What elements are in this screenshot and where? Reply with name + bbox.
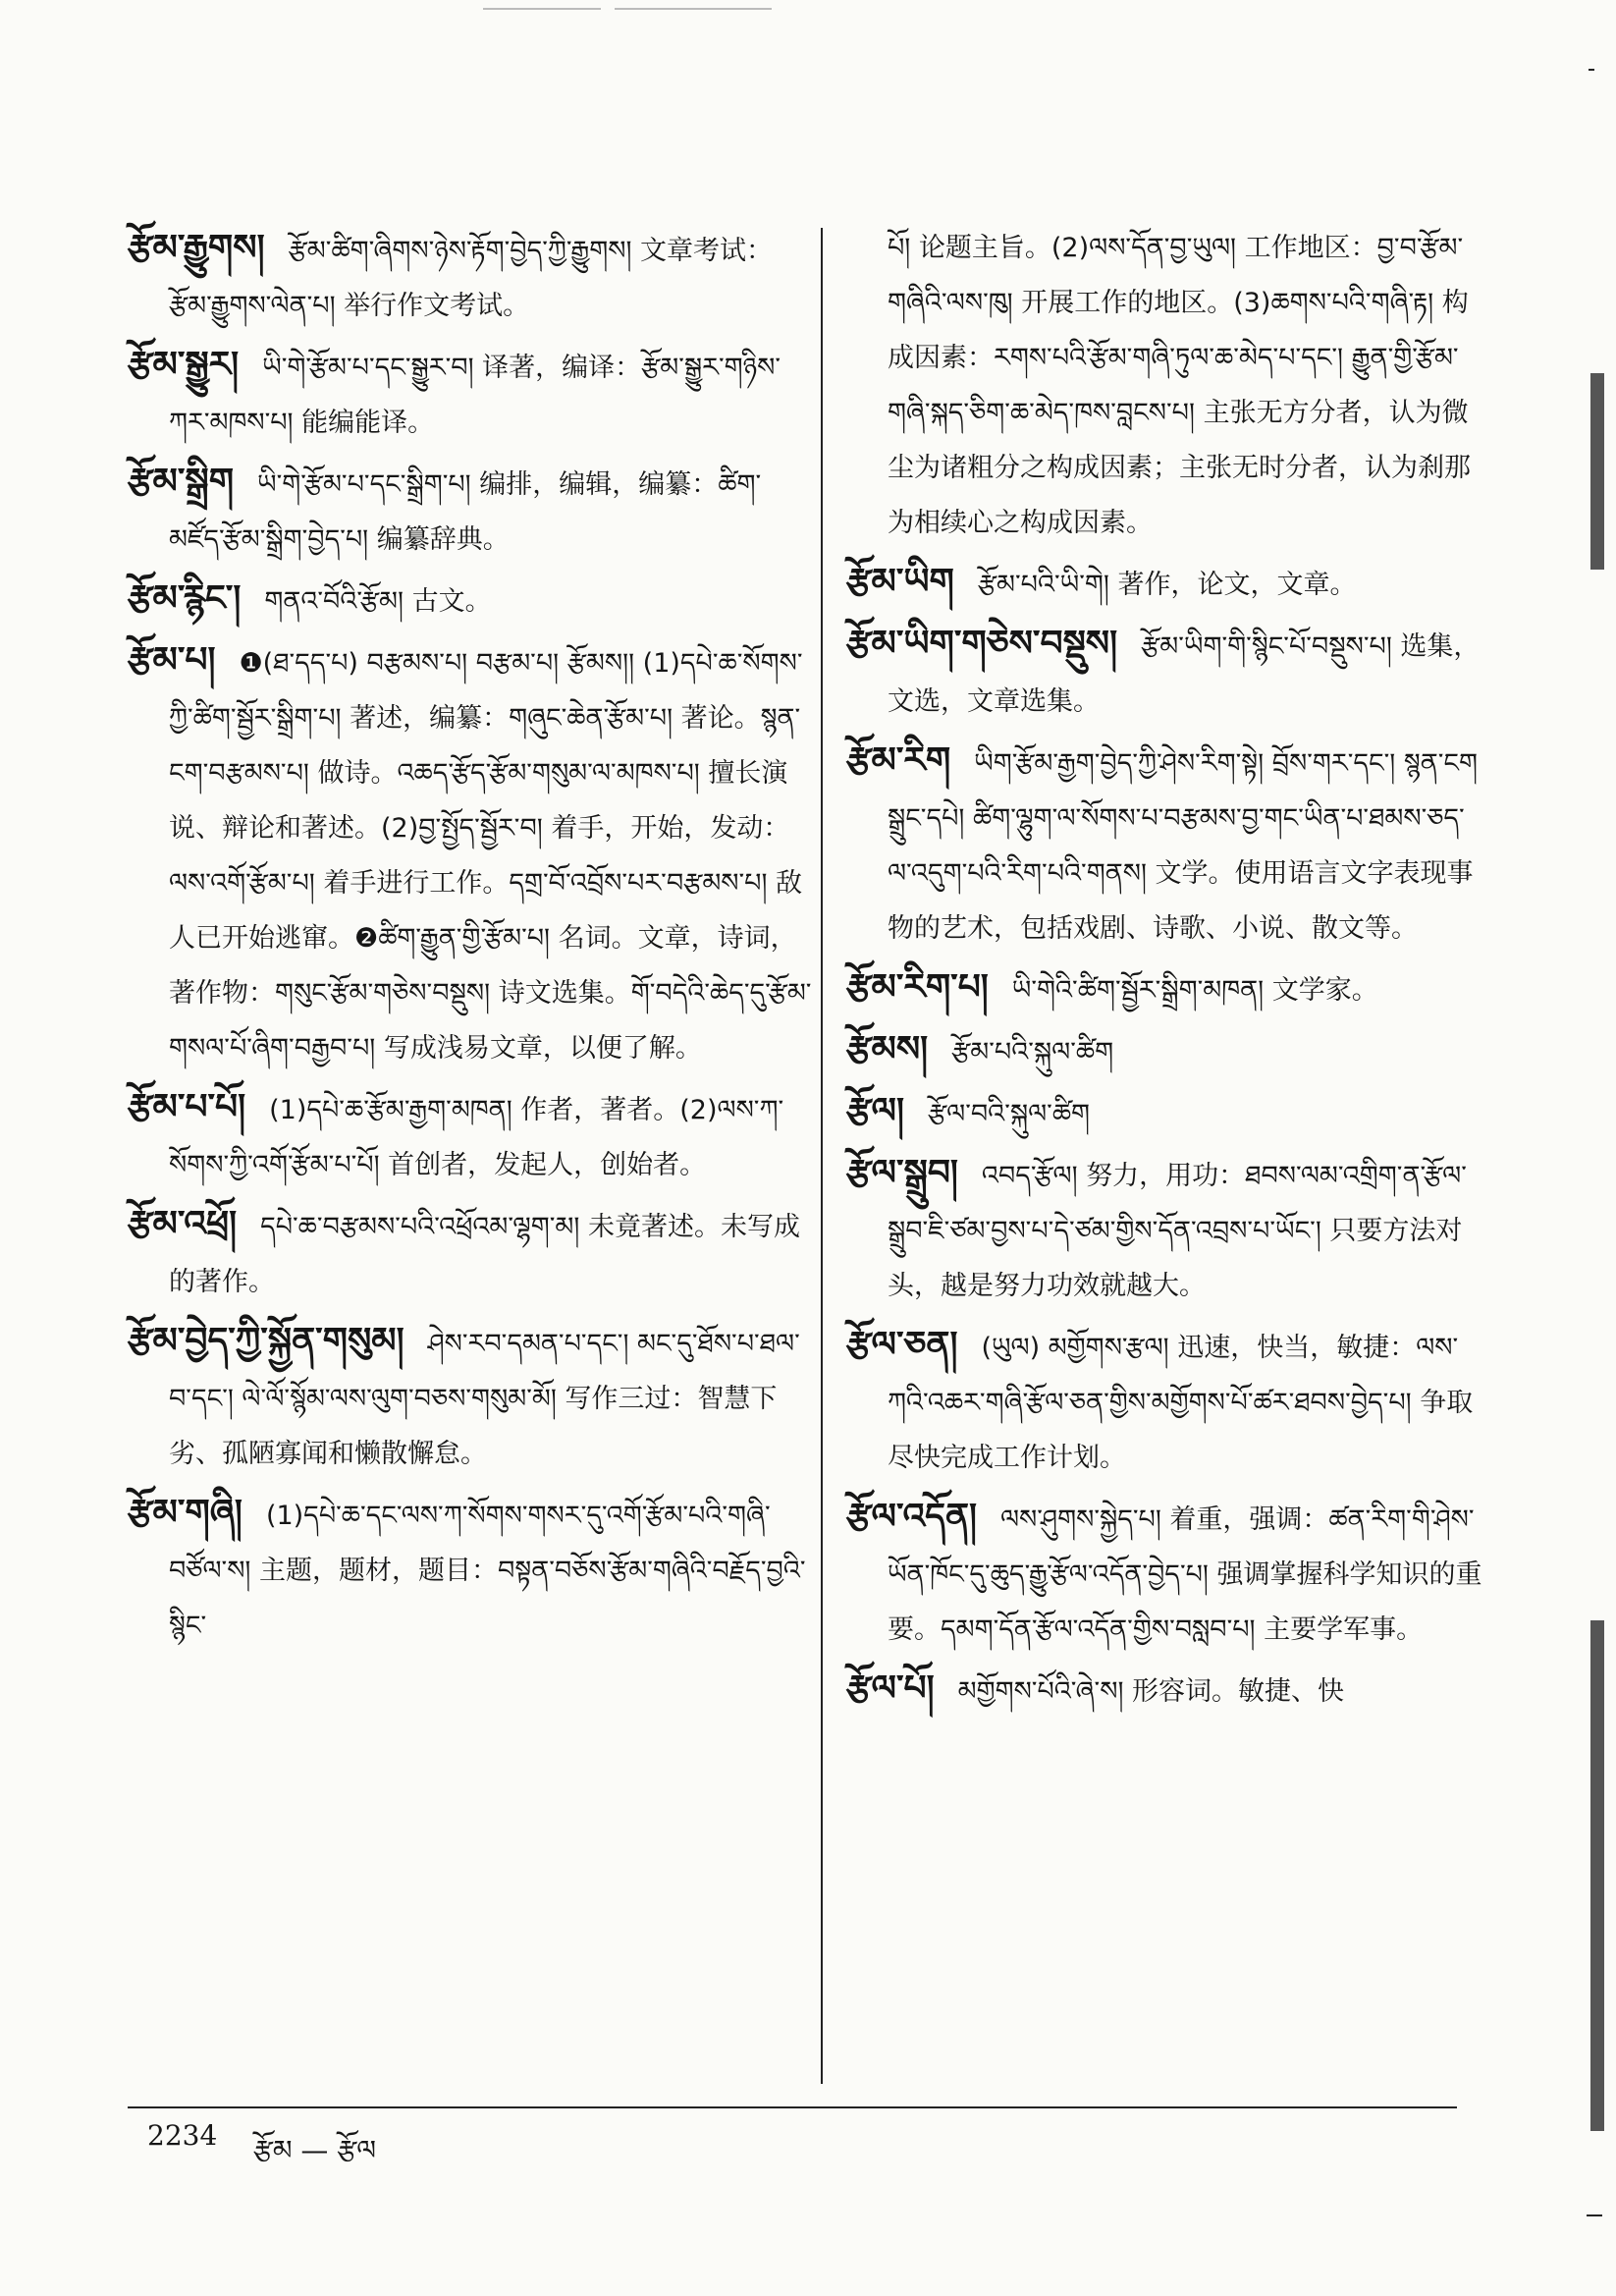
entry-headword: རྩོམ་རིག་པ།	[846, 967, 989, 1008]
running-head: རྩོམ — རྩོལ	[253, 2134, 376, 2166]
dictionary-entry	[128, 1080, 815, 1193]
entry-definition: རྩོལ་བའི་སྐུལ་ཚིག	[927, 1099, 1091, 1129]
entry-headword: རྩོམ་རིག	[846, 740, 951, 781]
entry-definition: རྩོམ་པའི་ཡི་གེ། 著作，论文，文章。	[977, 570, 1357, 600]
margin-mark	[1587, 2214, 1602, 2216]
column-divider	[821, 228, 823, 2084]
entry-definition: དཔེ་ཆ་བརྩམས་པའི་འཕྲོའམ་ལྷག་མ། 未竟著述。未写成的著作。	[169, 1212, 800, 1297]
entry-headword: རྩོམ་ཡིག་གཅེས་བསྡུས།	[846, 624, 1118, 664]
entry-definition: རྩོམ་ཚིག་ཞིགས་ཉེས་རྟོག་བྱེད་ཀྱི་རྒྱུགས། 文章考试：རྩོམ་རྒྱུགས་ལེན་པ། 举行作文考试。	[169, 236, 774, 321]
dictionary-entry	[846, 1084, 1484, 1142]
entry-headword: རྩོམ་རྒྱུགས།	[128, 228, 265, 268]
entry-definition: མགྱོགས་པོའི་ཞེ་ས། 形容词。敏捷、快	[957, 1676, 1345, 1707]
entry-definition: པོ། 论题主旨。(2)ལས་དོན་བྱ་ཡུལ། 工作地区：བྱ་བ་རྩོམ་གཞིའི་ལས་ཁུ། 开展工作的地区。(3)ཆགས་པའི་གཞི་རྟ། 构成因素：རགས་པའི་རྩོམ་གཞི་ཏུལ་ཆ་མེད་པ་དང་། རྒྱུན་གྱི་རྩོམ་གཞི་སྐད་ཅིག་ཆ་མེད་ཁས་བླངས་པ། 主张无方分者，认为微尘为诸粗分之构成因素；主张无时分者，认为刹那为相续心之构成因素。	[888, 233, 1471, 538]
margin-mark	[1590, 1620, 1604, 2131]
dictionary-entry	[846, 555, 1484, 613]
entry-definition: ཤེས་རབ་དམན་པ་དང་། མང་དུ་ཐོས་པ་ཐལ་བ་དང་། ལེ་ལོ་སྙོམ་ལས་ལུག་བཅས་གསུམ་མོ། 写作三过：智慧下劣、孤陋寡闻和懒散懈怠。	[169, 1329, 800, 1469]
entry-definition: རྩོམ་པའི་སྐུལ་ཚིག	[951, 1037, 1114, 1067]
dictionary-entry	[846, 734, 1484, 957]
dictionary-entry	[128, 338, 815, 451]
entry-headword: རྩོམ་རྙིང་།	[128, 578, 242, 619]
dictionary-entry	[846, 617, 1484, 730]
entry-headword: རྩོམ་འཕྲོ།	[128, 1204, 238, 1244]
dictionary-entry	[846, 221, 1484, 551]
entry-definition: ཡི་གེ་རྩོམ་པ་དང་སྒྲིག་པ། 编排，编辑，编纂：ཚིག་མཛོད་རྩོམ་སྒྲིག་བྱེད་པ། 编纂辞典。	[169, 469, 762, 555]
entry-headword: རྩོལ་ཅན།	[846, 1325, 958, 1365]
entry-definition: (ཡུལ) མགྱོགས་རྩལ། 迅速，快当，敏捷：ལས་ཀའི་འཆར་གཞི་རྩོལ་ཅན་གྱིས་མགྱོགས་པོ་ཚར་ཐབས་བྱེད་པ། 争取尽快完成工作计划。	[888, 1333, 1474, 1473]
entry-headword: རྩོམ་སྒྱུར།	[128, 345, 240, 385]
left-column	[128, 221, 815, 1658]
entry-definition: ལས་ཤུགས་སྐྱེད་པ། 着重，强调：ཚན་རིག་གི་ཤེས་ཡོན་ཁོང་དུ་ཆུད་རྒྱུ་རྩོལ་འདོན་བྱེད་པ། 强调掌握科学知识的重要。དམག་དོན་རྩོལ་འདོན་གྱིས་བསླབ་པ། 主要学军事。	[888, 1504, 1482, 1645]
dictionary-entry	[128, 633, 815, 1076]
entry-headword: རྩོམ་བྱེད་ཀྱི་སྐྱོན་གསུམ།	[128, 1321, 404, 1361]
entry-definition: འབད་རྩོལ། 努力，用功：ཐབས་ལམ་འགྲིག་ན་རྩོལ་སྒྲུབ་ཇི་ཙམ་བྱས་པ་དེ་ཙམ་གྱིས་དོན་འབྲས་པ་ཡོང་། 只要方法对头，越是努力功效就越大。	[888, 1161, 1467, 1301]
entry-definition: (1)དཔེ་ཆ་དང་ལས་ཀ་སོགས་གསར་དུ་འགོ་རྩོམ་པའི་གཞི་བཙོལ་ས། 主题，题材，题目：བསྟན་བཅོས་རྩོམ་གཞིའི་བརྗོད་བྱའི་སྙིང་	[169, 1501, 806, 1641]
entry-definition: ❶(ཐ་དད་པ) བརྩམས་པ། བརྩམ་པ། རྩོམས།། (1)དཔེ་ཆ་སོགས་ཀྱི་ཚིག་སྦྱོར་སྒྲིག་པ། 著述，编纂：གཞུང་ཆེན་རྩོམ་པ། 著论。སྙན་ངག་བརྩམས་པ། 做诗。འཆད་རྩོད་རྩོམ་གསུམ་ལ་མཁས་པ། 擅长演说、辩论和著述。(2)བྱ་སྤྱོད་སྦྱོར་བ། 着手，开始，发动：ལས་འགོ་རྩོམ་པ། 着手进行工作。དགྲ་བོ་འབྲོས་པར་བརྩམས་པ། 敌人已开始逃窜。❷ཚིག་རྒྱུན་གྱི་རྩོམ་པ། 名词。文章，诗词，著作物：གསུང་རྩོམ་གཅེས་བསྡུས། 诗文选集。གོ་བདེའི་ཆེད་དུ་རྩོམ་གསལ་པོ་ཞིག་བརྒྱབ་པ། 写成浅易文章，以便了解。	[169, 648, 812, 1064]
dictionary-entry	[846, 960, 1484, 1018]
entry-definition: ཡིག་རྩོམ་རྒྱག་བྱེད་ཀྱི་ཤེས་རིག་སྟེ། བྲོས་གར་དང་། སྙན་ངག སྒྲུང་དཔེ། ཚིག་ལྷུག་ལ་སོགས་པ་བརྩམས་བྱ་གང་ཡིན་པ་ཐམས་ཅད་ལ་འདུག་པའི་རིག་པའི་གནས། 文学。使用语言文字表现事物的艺术，包括戏剧、诗歌、小说、散文等。	[888, 748, 1479, 944]
dictionary-entry	[128, 221, 815, 334]
entry-headword: རྩོམ་གཞི།	[128, 1493, 242, 1533]
margin-mark	[1590, 373, 1604, 570]
dictionary-entry	[846, 1022, 1484, 1080]
dictionary-entry	[128, 455, 815, 568]
dictionary-entry	[128, 572, 815, 629]
entry-headword: རྩོལ་འདོན།	[846, 1497, 977, 1537]
scan-artifact	[483, 8, 601, 10]
scan-artifact	[615, 8, 772, 10]
entry-headword: རྩོམ་སྒྲིག	[128, 462, 235, 502]
entry-definition: (1)དཔེ་ཆ་རྩོམ་རྒྱག་མཁན། 作者，著者。(2)ལས་ཀ་སོགས་ཀྱི་འགོ་རྩོམ་པ་པོ། 首创者，发起人，创始者。	[169, 1095, 784, 1180]
dictionary-entry	[128, 1486, 815, 1654]
page-number: 2234	[147, 2119, 218, 2152]
entry-headword: རྩོལ་པོ།	[846, 1668, 935, 1709]
entry-headword: རྩོལ་སྒྲུབ།	[846, 1153, 958, 1193]
dictionary-entry	[846, 1146, 1484, 1314]
entry-headword: རྩོམ་ཡིག	[846, 562, 954, 602]
entry-headword: རྩོམ་པ།	[128, 640, 216, 681]
dictionary-entry	[128, 1197, 815, 1310]
entry-definition: གནའ་བོའི་རྩོམ། 古文。	[264, 586, 492, 617]
dictionary-entry	[846, 1662, 1484, 1720]
dictionary-entry	[128, 1314, 815, 1482]
right-column	[846, 221, 1484, 1723]
entry-headword: རྩོམ་པ་པོ།	[128, 1087, 246, 1127]
entry-definition: རྩོམ་ཡིག་གི་སྙིང་པོ་བསྡུས་པ། 选集，文选，文章选集。	[888, 631, 1481, 717]
entry-definition: ཡི་གེ་རྩོམ་པ་དང་སྒྱུར་བ། 译著，编译：རྩོམ་སྒྱུར་གཉིས་ཀར་མཁས་པ། 能编能译。	[169, 353, 781, 438]
entry-definition: ཡི་གེའི་ཚིག་སྦྱོར་སྒྲིག་མཁན། 文学家。	[1011, 975, 1378, 1006]
dictionary-entry	[846, 1490, 1484, 1658]
dictionary-entry	[846, 1318, 1484, 1486]
margin-mark	[1589, 69, 1594, 71]
entry-headword: རྩོམས།	[846, 1029, 929, 1069]
entry-headword: རྩོལ།	[846, 1091, 904, 1131]
footer-rule	[128, 2106, 1457, 2108]
